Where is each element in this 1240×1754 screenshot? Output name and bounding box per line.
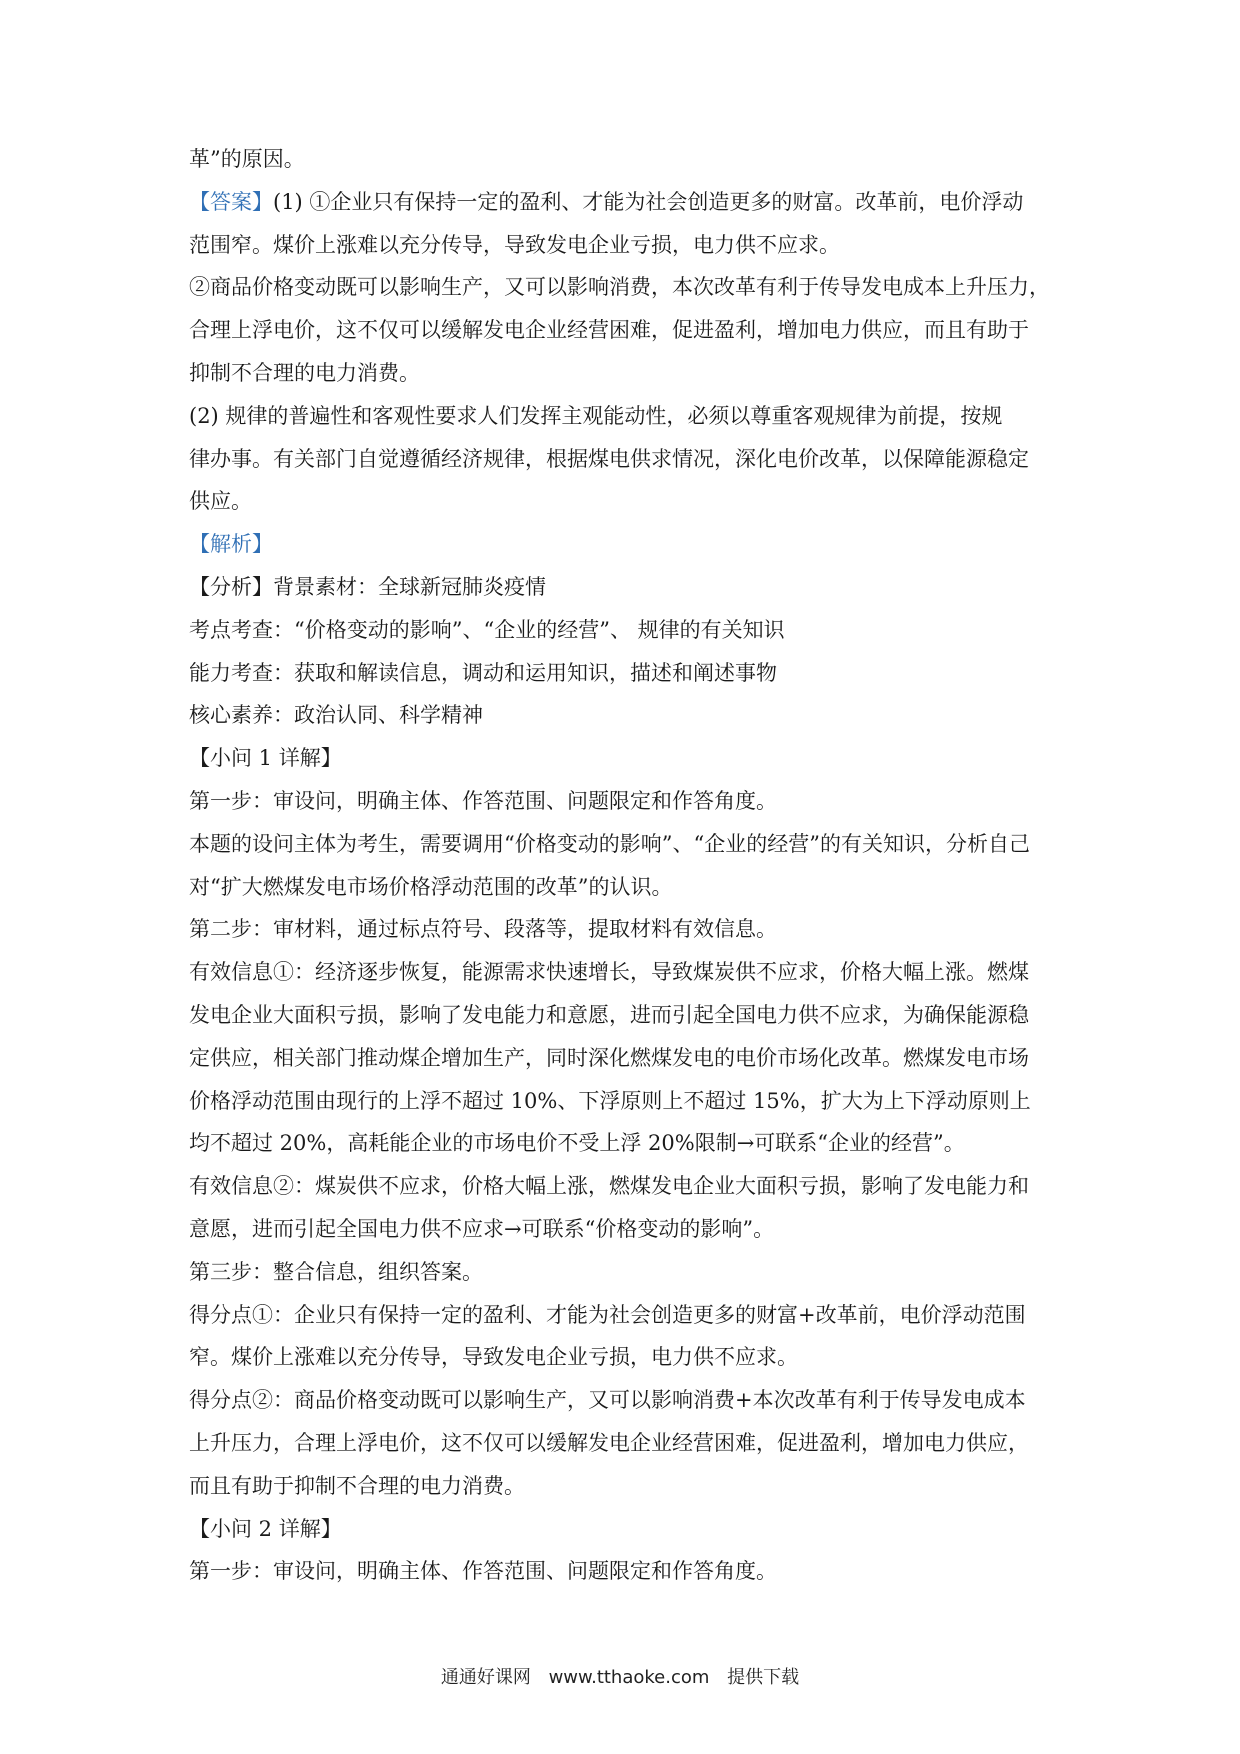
footer-note: 提供下载 [727, 1667, 800, 1688]
line-text: 意愿，进而引起全国电力供不应求→可联系“价格变动的影响”。 [189, 1216, 775, 1241]
text-line [189, 780, 1061, 823]
text-line [189, 181, 1061, 224]
line-text: (1) ①企业只有保持一定的盈利、才能为社会创造更多的财富。改革前，电价浮动 [273, 189, 1024, 214]
text-line [189, 652, 1061, 695]
line-text: 第一步：审设问，明确主体、作答范围、问题限定和作答角度。 [189, 1559, 777, 1584]
line-text: 【小问 1 详解】 [189, 746, 342, 771]
text-line [189, 480, 1061, 523]
text-line [189, 566, 1061, 609]
line-text: 【分析】背景素材：全球新冠肺炎疫情 [189, 574, 546, 599]
text-line [189, 1422, 1061, 1465]
footer-site-name: 通通好课网 [440, 1667, 531, 1688]
answer-tag: 【答案】 [189, 189, 273, 214]
document-body [189, 138, 1061, 1593]
line-text: 合理上浮电价，这不仅可以缓解发电企业经营困难，促进盈利，增加电力供应，而且有助于 [189, 318, 1029, 343]
text-line [189, 737, 1061, 780]
line-text: 有效信息①：经济逐步恢复，能源需求快速增长，导致煤炭供不应求，价格大幅上涨。燃煤 [189, 960, 1029, 985]
text-line [189, 609, 1061, 652]
analysis-tag: 【解析】 [189, 532, 273, 557]
page-footer [0, 1663, 1240, 1689]
line-text: 得分点①：企业只有保持一定的盈利、才能为社会创造更多的财富+改革前，电价浮动范围 [189, 1302, 1026, 1327]
text-line [189, 1294, 1061, 1337]
line-text: 【小问 2 详解】 [189, 1516, 342, 1541]
text-line [189, 694, 1061, 737]
line-text: 律办事。有关部门自觉遵循经济规律，根据煤电供求情况，深化电价改革，以保障能源稳定 [189, 446, 1029, 471]
line-text: 供应。 [189, 489, 252, 514]
text-line [189, 823, 1061, 866]
text-line [189, 951, 1061, 994]
text-line [189, 438, 1061, 481]
text-line [189, 309, 1061, 352]
text-line [189, 1165, 1061, 1208]
line-text: 革”的原因。 [189, 147, 305, 171]
line-text: 第二步：审材料，通过标点符号、段落等，提取材料有效信息。 [189, 917, 777, 942]
text-line [189, 224, 1061, 267]
line-text: (2) 规律的普遍性和客观性要求人们发挥主观能动性，必须以尊重客观规律为前提，按规 [189, 403, 1003, 428]
line-text: 第三步：整合信息，组织答案。 [189, 1259, 483, 1284]
text-line [189, 1508, 1061, 1551]
line-text: 核心素养：政治认同、科学精神 [189, 703, 483, 728]
text-line [189, 523, 1061, 566]
line-text: 第一步：审设问，明确主体、作答范围、问题限定和作答角度。 [189, 788, 777, 813]
text-line [189, 1122, 1061, 1165]
line-text: 定供应，相关部门推动煤企增加生产，同时深化燃煤发电的电价市场化改革。燃煤发电市场 [189, 1045, 1029, 1070]
line-text: 窄。煤价上涨难以充分传导，导致发电企业亏损，电力供不应求。 [189, 1345, 798, 1370]
footer-url[interactable]: www.tthaoke.com [548, 1667, 710, 1688]
text-line [189, 1251, 1061, 1294]
line-text: 均不超过 20%，高耗能企业的市场电价不受上浮 20%限制→可联系“企业的经营”。 [189, 1131, 965, 1156]
text-line [189, 1037, 1061, 1080]
line-text: 而且有助于抑制不合理的电力消费。 [189, 1473, 525, 1498]
line-text: 对“扩大燃煤发电市场价格浮动范围的改革”的认识。 [189, 874, 673, 899]
text-line [189, 1379, 1061, 1422]
text-line [189, 1080, 1061, 1123]
text-line [189, 395, 1061, 438]
line-text: ②商品价格变动既可以影响生产，又可以影响消费，本次改革有利于传导发电成本上升压力， [189, 275, 1050, 300]
line-text: 有效信息②：煤炭供不应求，价格大幅上涨，燃煤发电企业大面积亏损，影响了发电能力和 [189, 1174, 1029, 1199]
text-line [189, 138, 1061, 181]
text-line [189, 1336, 1061, 1379]
text-line [189, 1208, 1061, 1251]
line-text: 抑制不合理的电力消费。 [189, 360, 420, 385]
line-text: 考点考查：“价格变动的影响”、“企业的经营”、 规律的有关知识 [189, 617, 785, 642]
line-text: 发电企业大面积亏损，影响了发电能力和意愿，进而引起全国电力供不应求，为确保能源稳 [189, 1002, 1029, 1027]
text-line [189, 1550, 1061, 1593]
text-line [189, 352, 1061, 395]
line-text: 得分点②：商品价格变动既可以影响生产，又可以影响消费+本次改革有利于传导发电成本 [189, 1388, 1026, 1413]
text-line [189, 908, 1061, 951]
line-text: 范围窄。煤价上涨难以充分传导，导致发电企业亏损，电力供不应求。 [189, 232, 840, 257]
line-text: 能力考查：获取和解读信息，调动和运用知识，描述和阐述事物 [189, 660, 777, 685]
line-text: 上升压力，合理上浮电价，这不仅可以缓解发电企业经营困难，促进盈利，增加电力供应， [189, 1430, 1029, 1455]
text-line [189, 994, 1061, 1037]
text-line [189, 866, 1061, 909]
line-text: 本题的设问主体为考生，需要调用“价格变动的影响”、“企业的经营”的有关知识，分析自己 [189, 831, 1030, 856]
line-text: 价格浮动范围由现行的上浮不超过 10%、下浮原则上不超过 15%，扩大为上下浮动原则上 [189, 1088, 1031, 1113]
text-line [189, 1465, 1061, 1508]
text-line [189, 266, 1061, 309]
